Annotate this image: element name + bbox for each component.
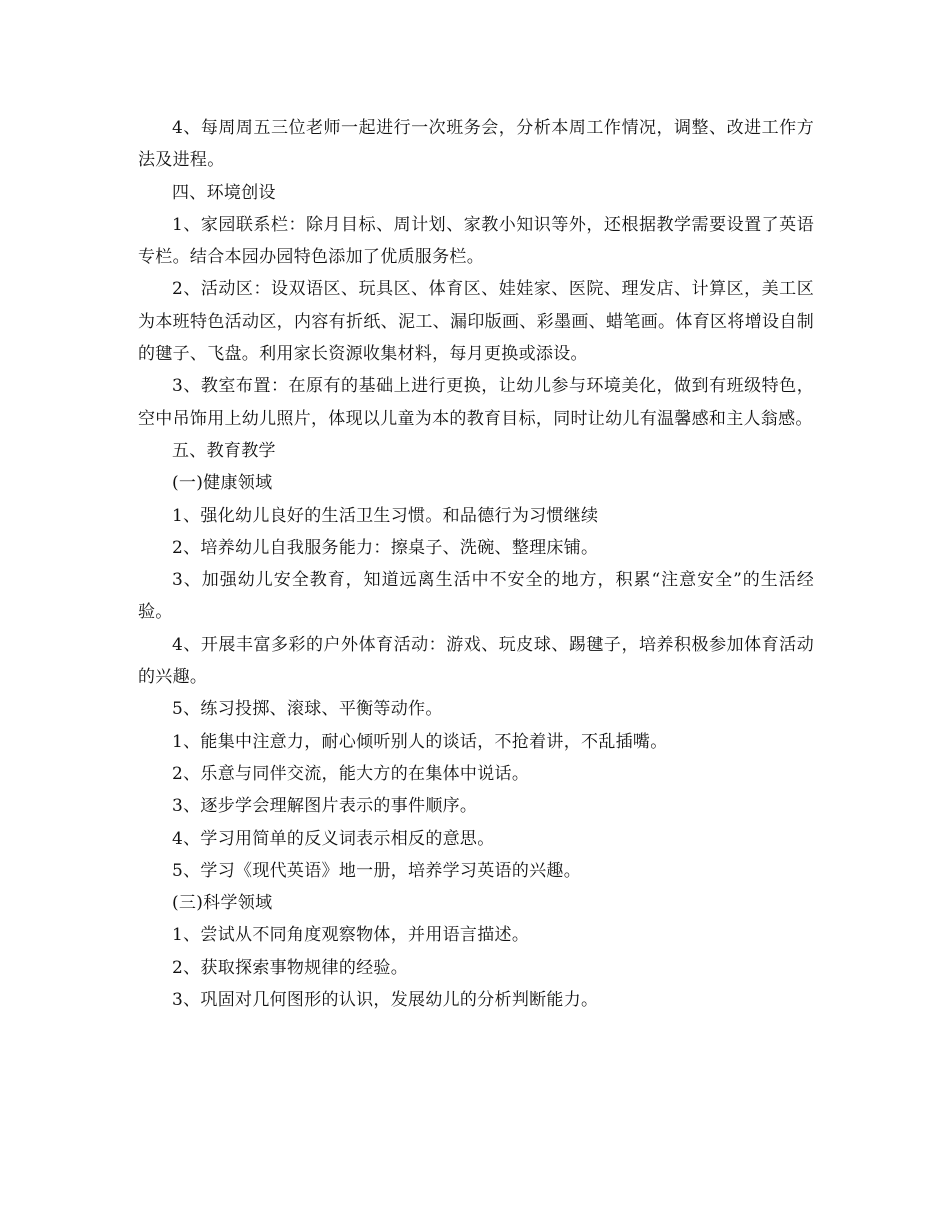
list-item: 2、培养幼儿自我服务能力：擦桌子、洗碗、整理床铺。 bbox=[172, 537, 599, 558]
list-item: 1、强化幼儿良好的生活卫生习惯。和品德行为习惯继续 bbox=[172, 505, 599, 526]
list-item: 3、加强幼儿安全教育，知道远离生活中不安全的地方，积累“注意安全”的生活经验。 bbox=[138, 570, 814, 623]
paragraph-activity-areas: 2、活动区：设双语区、玩具区、体育区、娃娃家、医院、理发店、计算区，美工区为本班特色活动区，内容有折纸、泥工、漏印版画、彩墨画、蜡笔画。体育区将增设自制的毽子、飞盘。利用家长资源收集材料，每月更换或添设。 bbox=[138, 279, 814, 365]
list-item: 1、能集中注意力，耐心倾听别人的谈话，不抢着讲，不乱插嘴。 bbox=[172, 731, 668, 752]
list-item: 2、获取探索事物规律的经验。 bbox=[172, 957, 409, 978]
list-item: 4、开展丰富多彩的户外体育活动：游戏、玩皮球、踢毽子，培养积极参加体育活动的兴趣。 bbox=[138, 634, 814, 688]
list-item: 4、学习用简单的反义词表示相反的意思。 bbox=[172, 828, 495, 849]
list-item: 3、逐步学会理解图片表示的事件顺序。 bbox=[172, 796, 478, 817]
list-item: 5、学习《现代英语》地一册，培养学习英语的兴趣。 bbox=[172, 860, 582, 881]
heading-environment: 四、环境创设 bbox=[172, 182, 276, 203]
list-item: 3、巩固对几何图形的认识，发展幼儿的分析判断能力。 bbox=[172, 990, 599, 1011]
subheading-science: (三)科学领域 bbox=[172, 893, 273, 914]
heading-education: 五、教育教学 bbox=[172, 440, 276, 461]
list-item: 5、练习投掷、滚球、平衡等动作。 bbox=[172, 699, 443, 720]
document-page bbox=[138, 112, 814, 1016]
list-item: 1、尝试从不同角度观察物体，并用语言描述。 bbox=[172, 925, 530, 946]
list-item: 2、乐意与同伴交流，能大方的在集体中说话。 bbox=[172, 763, 530, 784]
subheading-health: (一)健康领域 bbox=[172, 473, 273, 494]
paragraph-home-school-board: 1、家园联系栏：除月目标、周计划、家教小知识等外，还根据教学需要设置了英语专栏。结合本园办园特色添加了优质服务栏。 bbox=[138, 214, 814, 268]
paragraph-classroom-layout: 3、教室布置：在原有的基础上进行更换，让幼儿参与环境美化，做到有班级特色，空中吊饰用上幼儿照片，体现以儿童为本的教育目标，同时让幼儿有温馨感和主人翁感。 bbox=[138, 376, 814, 429]
paragraph-weekly-meeting: 4、每周周五三位老师一起进行一次班务会，分析本周工作情况，调整、改进工作方法及进程。 bbox=[138, 118, 814, 171]
